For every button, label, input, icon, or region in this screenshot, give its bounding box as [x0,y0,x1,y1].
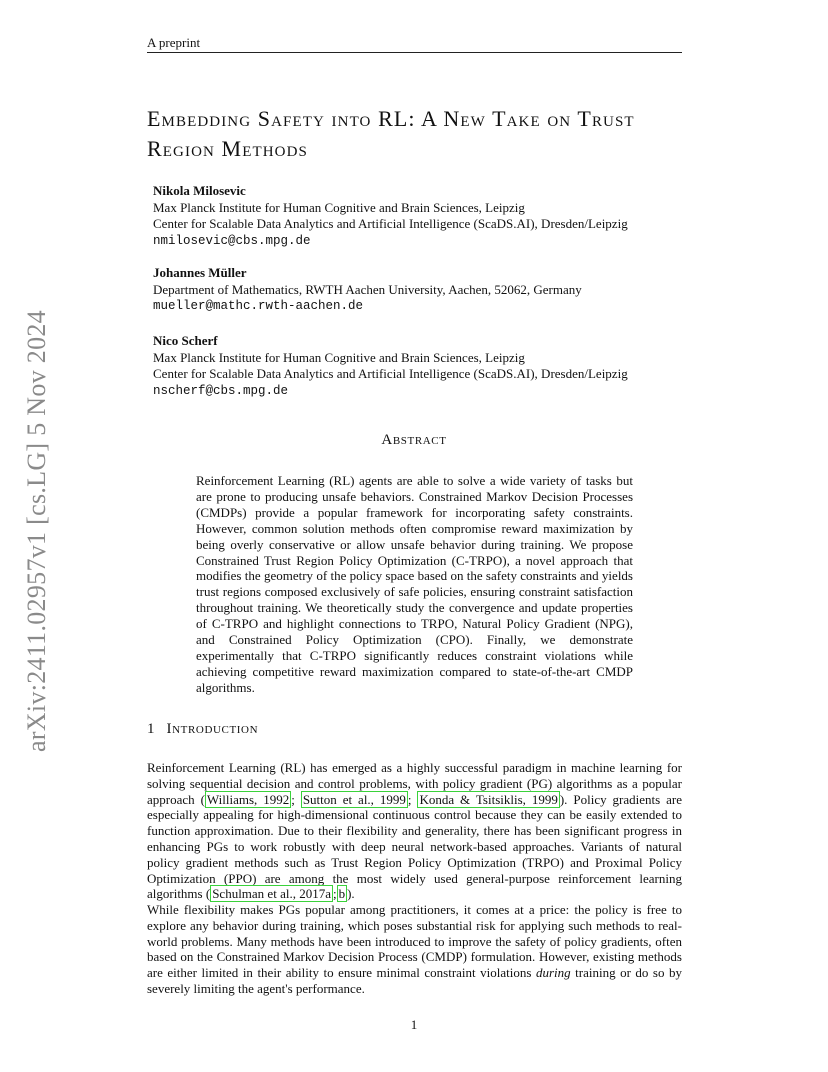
author-block [153,265,683,315]
author-affiliation: Center for Scalable Data Analytics and Artificial Intelligence (ScaDS.AI), Dresden/Leipzig [153,366,628,381]
page-number: 1 [410,1017,418,1032]
paragraph-text: ; [332,886,337,902]
author-block [153,333,683,399]
author-name: Nikola Milosevic [153,183,246,198]
paragraph-text: training or do so by severely limiting the agent's performance. [147,965,682,996]
citation-link[interactable]: Williams, 1992 [206,791,290,807]
header-rule [147,52,682,53]
arxiv-sidebar-stamp: arXiv:2411.02957v1 [cs.LG] 5 Nov 2024 [22,310,51,752]
author-affiliation: Department of Mathematics, RWTH Aachen University, Aachen, 52062, Germany [153,281,582,297]
citation-link[interactable]: b [338,886,346,902]
paper-title: Embedding Safety into RL: A New Take on Trust Region Methods [147,106,635,161]
abstract-body: Reinforcement Learning (RL) agents are able to solve a wide variety of tasks but are prone to producing unsafe behaviors. Constrained Markov Decision Processes (CMDPs) provide a popular framework for incorporating safety constraints. However, common solution methods often compromise reward maximization by being overly conservative or allow unsafe behavior during training. We propose Constrained Trust Region Policy Optimization (C-TRPO), a novel approach that modifies the geometry of the policy space based on the safety constraints and yields trust regions composed exclusively of safe policies, ensuring constraint satisfaction throughout training. We theoretically study the convergence and update properties of C-TRPO and highlight connections to TRPO, Natural Policy Gradient (NPG), and Constrained Policy Optimization (CPO). Finally, we demonstrate experimentally that C-TRPO significantly reduces constraint violations while achieving competitive reward maximization compared to state-of-the-art CMDP algorithms. [196,473,633,695]
paragraph-text: ). Policy gradients are especially appealing for high-dimensional continuous control because they can be easily extended to function approximation. Due to their flexibility and generality, there has been significant progress in enhancing PGs to work robustly with deep neural network-based approaches. Variants of natural policy gradient methods such as Trust Region Policy Optimization (TRPO) and Proximal Policy Optimization (PPO) are among the most widely used general-purpose reinforcement learning algorithms ( [147,791,683,902]
citation-link[interactable]: Sutton et al., 1999 [302,791,406,807]
author-affiliation: Max Planck Institute for Human Cognitive and Brain Sciences, Leipzig [153,199,525,215]
abstract-heading: Abstract [381,432,447,448]
emphasis-text: during [535,965,571,981]
author-affiliation: Max Planck Institute for Human Cognitive and Brain Sciences, Leipzig [153,349,525,365]
paragraph-text: While flexibility makes PGs popular among practitioners, it comes at a price: the policy is free to explore any behavior during training, which poses substantial risk for applying such methods to real-world problems. Many methods have been introduced to improve the safety of policy gradients, often based on the Constrained Markov Decision Process (CMDP) formulation. However, existing methods are either limited in their ability to ensure minimal constraint violations [147,902,682,981]
author-affiliation: Center for Scalable Data Analytics and Artificial Intelligence (ScaDS.AI), Dresden/Leipzig [153,216,628,231]
intro-paragraph [147,760,682,902]
author-name: Johannes Müller [153,265,247,280]
intro-paragraph [147,902,682,997]
section-title: Introduction [166,721,259,737]
section-heading [147,721,258,738]
citation-link[interactable]: Schulman et al., 2017a [212,886,331,902]
paragraph-text: Reinforcement Learning (RL) has emerged as a highly successful paradigm in machine learning for solving sequential decision and control problems, with policy gradient (PG) algorithms as a popular approach ( [147,760,682,807]
author-block [153,183,683,249]
author-name: Nico Scherf [153,333,218,348]
author-email[interactable]: mueller@mathc.rwth-aachen.de [153,299,364,313]
running-header: A preprint [147,35,201,50]
paragraph-text: ). [347,886,355,902]
paragraph-text: ; [407,791,418,807]
author-email[interactable]: nscherf@cbs.mpg.de [153,383,289,398]
section-number: 1 [147,721,155,737]
citation-link[interactable]: Konda & Tsitsiklis, 1999 [419,791,558,807]
author-email[interactable]: nmilosevic@cbs.mpg.de [153,233,311,248]
paragraph-text: ; [291,791,301,807]
